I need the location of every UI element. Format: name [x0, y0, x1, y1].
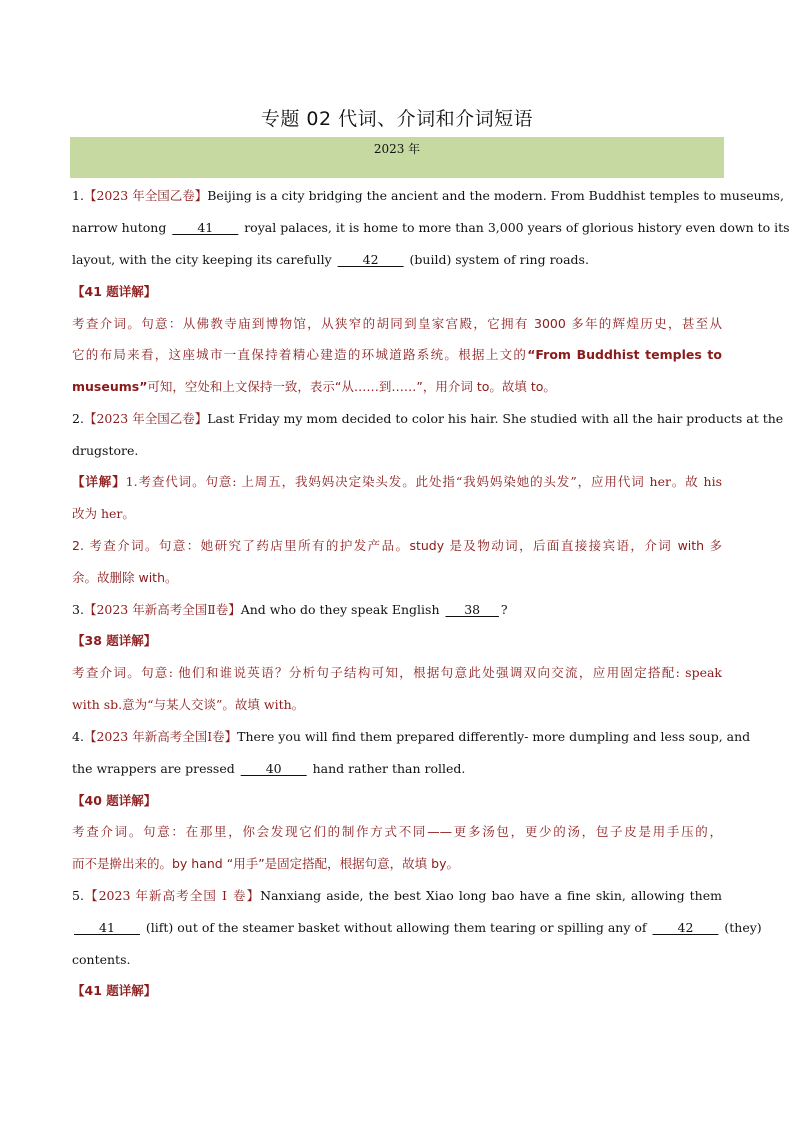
q4-number: 4.	[72, 729, 84, 744]
q4-source: 【2023 年新高考全国Ⅰ卷】	[83, 729, 238, 744]
q2-number: 2.	[72, 411, 84, 426]
q2-line-1	[72, 410, 784, 428]
q3-source: 【2023 年新高考全国Ⅱ卷】	[83, 602, 241, 617]
q2-point-2-number: 2.	[72, 538, 84, 553]
q5-line-1	[72, 887, 722, 905]
q2-detail-line-2: 改为 her。	[72, 506, 135, 521]
q2-point-2-line-2: 余。故删除 with。	[72, 570, 178, 585]
q4-detail-heading: 【40 题详解】	[72, 793, 157, 808]
q2-point-2-text: 考查介词。句意：她研究了药店里所有的护发产品。study 是及物动词，后面直接接宾语，介词 with 多	[83, 538, 722, 553]
q1-line-2	[72, 219, 790, 237]
q4-text-2b: hand rather than rolled.	[308, 761, 466, 776]
q2-detail-line-1	[72, 473, 722, 491]
q5-line-2	[72, 919, 762, 937]
q1-text-2a: narrow hutong	[72, 220, 171, 235]
q1-text-3b: (build) system of ring roads.	[405, 252, 589, 267]
q1-line-3	[72, 251, 722, 269]
document-title: 专题 02 代词、介词和介词短语	[260, 108, 534, 130]
q5-blank-41[interactable]: ____41____	[74, 920, 140, 935]
q1-explanation-2	[72, 346, 722, 364]
q1-exp2-quote: “From Buddhist temples to	[527, 347, 722, 362]
q5-text-2a: (lift) out of the steamer basket without allowing them tearing or spilling any of	[141, 920, 651, 935]
q2-line-2: drugstore.	[72, 443, 139, 458]
year-header-bar	[70, 137, 724, 178]
q1-exp3-text: 可知，空处和上文保持一致，表示“从……到……”，用介词 to。故填 to。	[147, 379, 556, 394]
q1-blank-41[interactable]: ____41____	[172, 220, 239, 235]
q4-explanation-1: 考查介词。句意：在那里，你会发现它们的制作方式不同——更多汤包，更少的汤，包子皮是用手压的，	[72, 824, 722, 839]
q4-blank-40[interactable]: ____40____	[240, 761, 307, 776]
year-label: 2023 年	[373, 142, 421, 156]
q5-text-1: Nanxiang aside, the best Xiao long bao have a fine skin, allowing them	[260, 888, 722, 903]
q5-detail-heading: 【41 题详解】	[72, 983, 157, 998]
q3-blank-38[interactable]: ___38___	[445, 602, 499, 617]
q1-exp3-quote: museums”	[72, 379, 148, 394]
q1-source: 【2023 年全国乙卷】	[83, 188, 208, 203]
q2-detail-heading: 【详解】	[72, 474, 126, 489]
q1-explanation-3	[72, 378, 722, 396]
q2-detail-text-1: 1.考查代词。句意: 上周五，我妈妈决定染头发。此处指“我妈妈染她的头发”，应用代词 her。故 his	[125, 474, 722, 489]
q3-explanation-2: with sb.意为“与某人交谈”。故填 with。	[72, 697, 305, 712]
q5-number: 5.	[72, 888, 84, 903]
q5-source: 【2023 年新高考全国 Ⅰ 卷】	[83, 888, 261, 903]
q4-text-1: There you will find them prepared differently- more dumpling and less soup, and	[237, 729, 751, 744]
q1-number: 1.	[72, 188, 84, 203]
q2-point-2-line-1	[72, 537, 722, 555]
q2-text-1: Last Friday my mom decided to color his hair. She studied with all the hair products at the	[207, 411, 784, 426]
q1-detail-heading: 【41 题详解】	[72, 284, 157, 299]
q5-line-3: contents.	[72, 952, 131, 967]
q4-line-1	[72, 728, 751, 746]
q5-blank-42[interactable]: ____42____	[652, 920, 719, 935]
q2-source: 【2023 年全国乙卷】	[83, 411, 208, 426]
q1-line-1	[72, 187, 784, 205]
q1-blank-42[interactable]: ____42____	[337, 252, 404, 267]
q5-text-2b: (they)	[720, 920, 762, 935]
q3-detail-heading: 【38 题详解】	[72, 633, 157, 648]
q3-number: 3.	[72, 602, 84, 617]
q1-text-2b: royal palaces, it is home to more than 3,000 years of glorious history even down to its	[240, 220, 790, 235]
q4-line-2	[72, 760, 722, 778]
q1-text-3a: layout, with the city keeping its carefully	[72, 252, 336, 267]
q3-text-a: And who do they speak English	[240, 602, 444, 617]
q4-explanation-2: 而不是擀出来的。by hand “用手”是固定搭配，根据句意，故填 by。	[72, 856, 459, 871]
q3-explanation-1: 考查介词。句意: 他们和谁说英语？分析句子结构可知，根据句意此处强调双向交流，应用固定搭配: speak	[72, 665, 722, 680]
q1-exp2-text: 它的布局来看，这座城市一直保持着精心建造的环城道路系统。根据上文的	[72, 347, 528, 362]
q3-text-b: ?	[500, 602, 508, 617]
q1-text-1: Beijing is a city bridging the ancient and the modern. From Buddhist temples to museums,	[207, 188, 784, 203]
q4-text-2a: the wrappers are pressed	[72, 761, 239, 776]
q3-line-1	[72, 601, 722, 619]
q1-explanation-1: 考查介词。句意：从佛教寺庙到博物馆，从狭窄的胡同到皇家宫殿，它拥有 3000 多年的辉煌历史，甚至从	[72, 316, 722, 331]
